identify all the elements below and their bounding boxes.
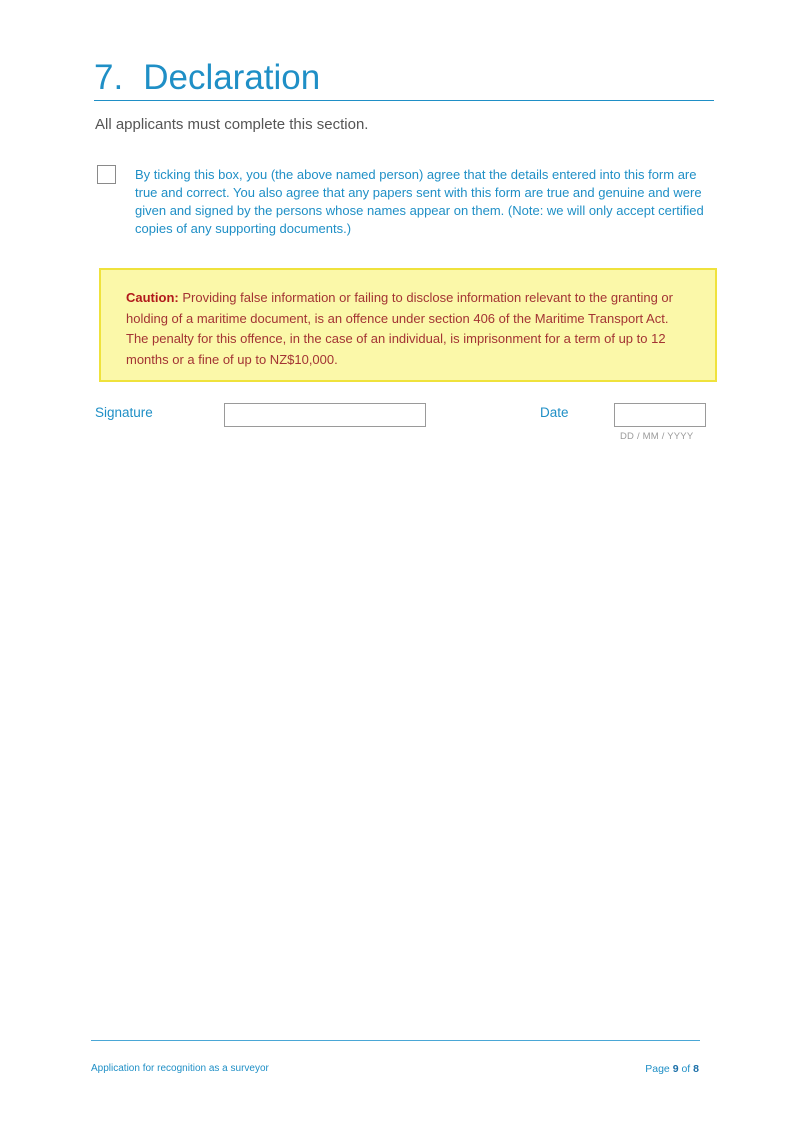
- caution-body: Providing false information or failing to disclose information relevant to the granting or holding of a maritime document, is an offence under section 406 of the Maritime Transport Act. The penalty for this offence, in the case of an individual, is imprisonment for a term of up to 12 months or a fine of up to NZ$10,000.: [126, 290, 673, 367]
- page-total: 8: [693, 1063, 699, 1075]
- date-label: Date: [540, 405, 569, 420]
- date-field[interactable]: [614, 403, 706, 427]
- section-title: [94, 56, 714, 101]
- signature-field[interactable]: [224, 403, 426, 427]
- footer-document-title: Application for recognition as a surveyor: [91, 1063, 269, 1074]
- section-number: 7.: [94, 58, 124, 97]
- signature-label: Signature: [95, 405, 153, 420]
- section-heading: Declaration: [143, 58, 321, 97]
- declaration-text: By ticking this box, you (the above named person) agree that the details entered into this form are true and correct. You also agree that any papers sent with this form are true and genuine and were given and signed by the persons whose names appear on them. (Note: we will only accept certified copies of any supporting documents.): [135, 167, 704, 236]
- date-format-hint: DD / MM / YYYY: [620, 431, 694, 442]
- page-current: 9: [672, 1063, 679, 1075]
- declaration-checkbox[interactable]: [97, 165, 116, 184]
- footer-divider: [91, 1040, 700, 1041]
- footer-page-number: [645, 1063, 699, 1075]
- caution-message: [126, 288, 691, 370]
- page-of: of: [681, 1063, 691, 1075]
- caution-box: [99, 268, 717, 382]
- section-intro: All applicants must complete this section.: [95, 116, 369, 133]
- page-prefix: Page: [645, 1063, 670, 1075]
- caution-label: Caution:: [126, 290, 179, 305]
